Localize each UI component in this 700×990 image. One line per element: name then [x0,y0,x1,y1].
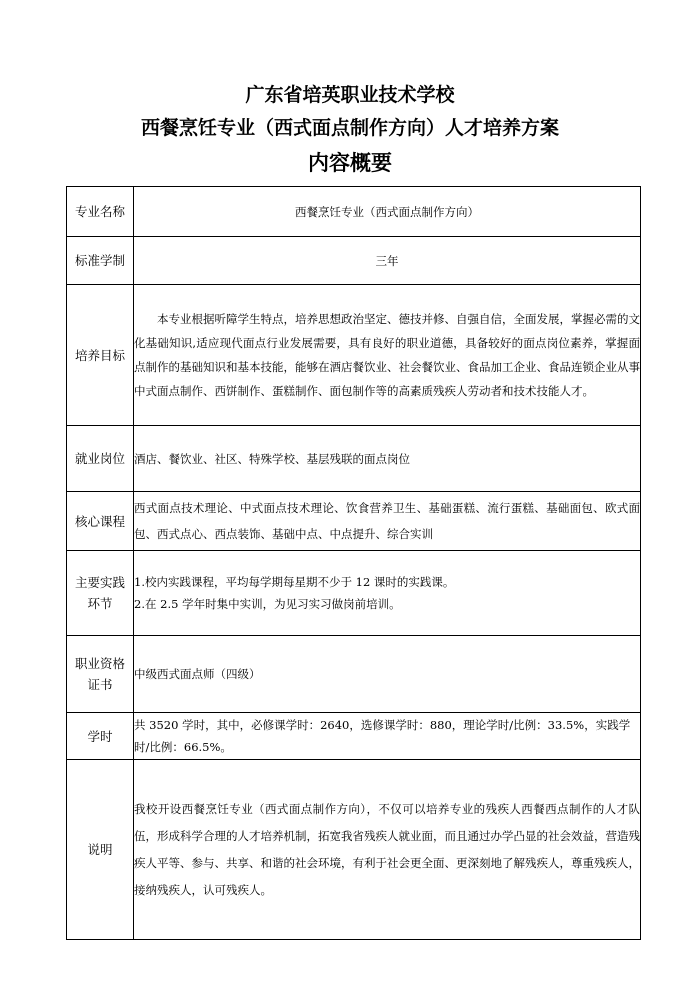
row-label [67,636,134,713]
table-row [67,285,641,426]
hours-value [134,713,641,760]
row-label: 标准学制 [67,237,134,285]
jobs-value: 酒店、餐饮业、社区、特殊学校、基层残联的面点岗位 [134,426,641,492]
goals-value [134,285,641,426]
summary-subtitle: 内容概要 [308,151,392,175]
hours-text: 共 3520 学时，其中，必修课学时：2640，选修课学时：880，理论学时/比例：33.5%，实践学时/比例：66.5%。 [134,718,631,754]
notes-text: 我校开设西餐烹饪专业（西式面点制作方向），不仅可以培养专业的残疾人西餐西点制作的人才队伍，形成科学合理的人才培养机制，拓宽我省残疾人就业面，而且通过办学凸显的社会效益，营造残疾人平等、参与、共享、和谐的社会环境，有利于社会更全面、更深刻地了解残疾人，尊重残疾人，接纳残疾人，认可残疾人。 [134,801,640,897]
row-label: 说明 [67,760,134,940]
goals-text: 本专业根据听障学生特点，培养思想政治坚定、德技并修、自强自信，全面发展，掌握必需的文化基础知识,适应现代面点行业发展需要，具有良好的职业道德，具备较好的面点岗位素养，掌握面点制作的基础知识和基本技能，能够在酒店餐饮业、社会餐饮业、食品加工企业、食品连锁企业从事中式面点制作、西饼制作、蛋糕制作、面包制作等的高素质残疾人劳动者和技术技能人才。 [134,312,640,398]
row-label: 就业岗位 [67,426,134,492]
row-label: 培养目标 [67,285,134,426]
list-item: 2.在 2.5 学年时集中实训，为见习实习做岗前培训。 [134,597,401,611]
school-title: 广东省培英职业技术学校 [245,84,455,106]
table-row [67,187,641,237]
label-line: 主要实践 [74,575,125,590]
program-summary-table [66,186,641,940]
row-label: 核心课程 [67,492,134,551]
row-label: 学时 [67,713,134,760]
table-row [67,237,641,285]
label-line: 环节 [87,596,113,611]
table-row [67,426,641,492]
table-row [67,713,641,760]
table-row [67,492,641,551]
duration-value: 三年 [134,237,641,285]
row-label: 专业名称 [67,187,134,237]
table-row [67,760,641,940]
certificate-value: 中级西式面点师（四级） [134,636,641,713]
notes-value [134,760,641,940]
label-line: 职业资格 [74,656,125,671]
table-row [67,551,641,636]
row-label [67,551,134,636]
label-line: 证书 [87,677,113,692]
practice-value [134,551,641,636]
core-courses-text: 西式面点技术理论、中式面点技术理论、饮食营养卫生、基础蛋糕、流行蛋糕、基础面包、欧式面包、西式点心、西点装饰、基础中点、中点提升、综合实训 [134,501,640,541]
list-item: 1.校内实践课程，平均每学期每星期不少于 12 课时的实践课。 [134,575,455,589]
core-courses-value [134,492,641,551]
program-name-value: 西餐烹饪专业（西式面点制作方向） [134,187,641,237]
table-row [67,636,641,713]
plan-title: 西餐烹饪专业（西式面点制作方向）人才培养方案 [140,117,559,139]
